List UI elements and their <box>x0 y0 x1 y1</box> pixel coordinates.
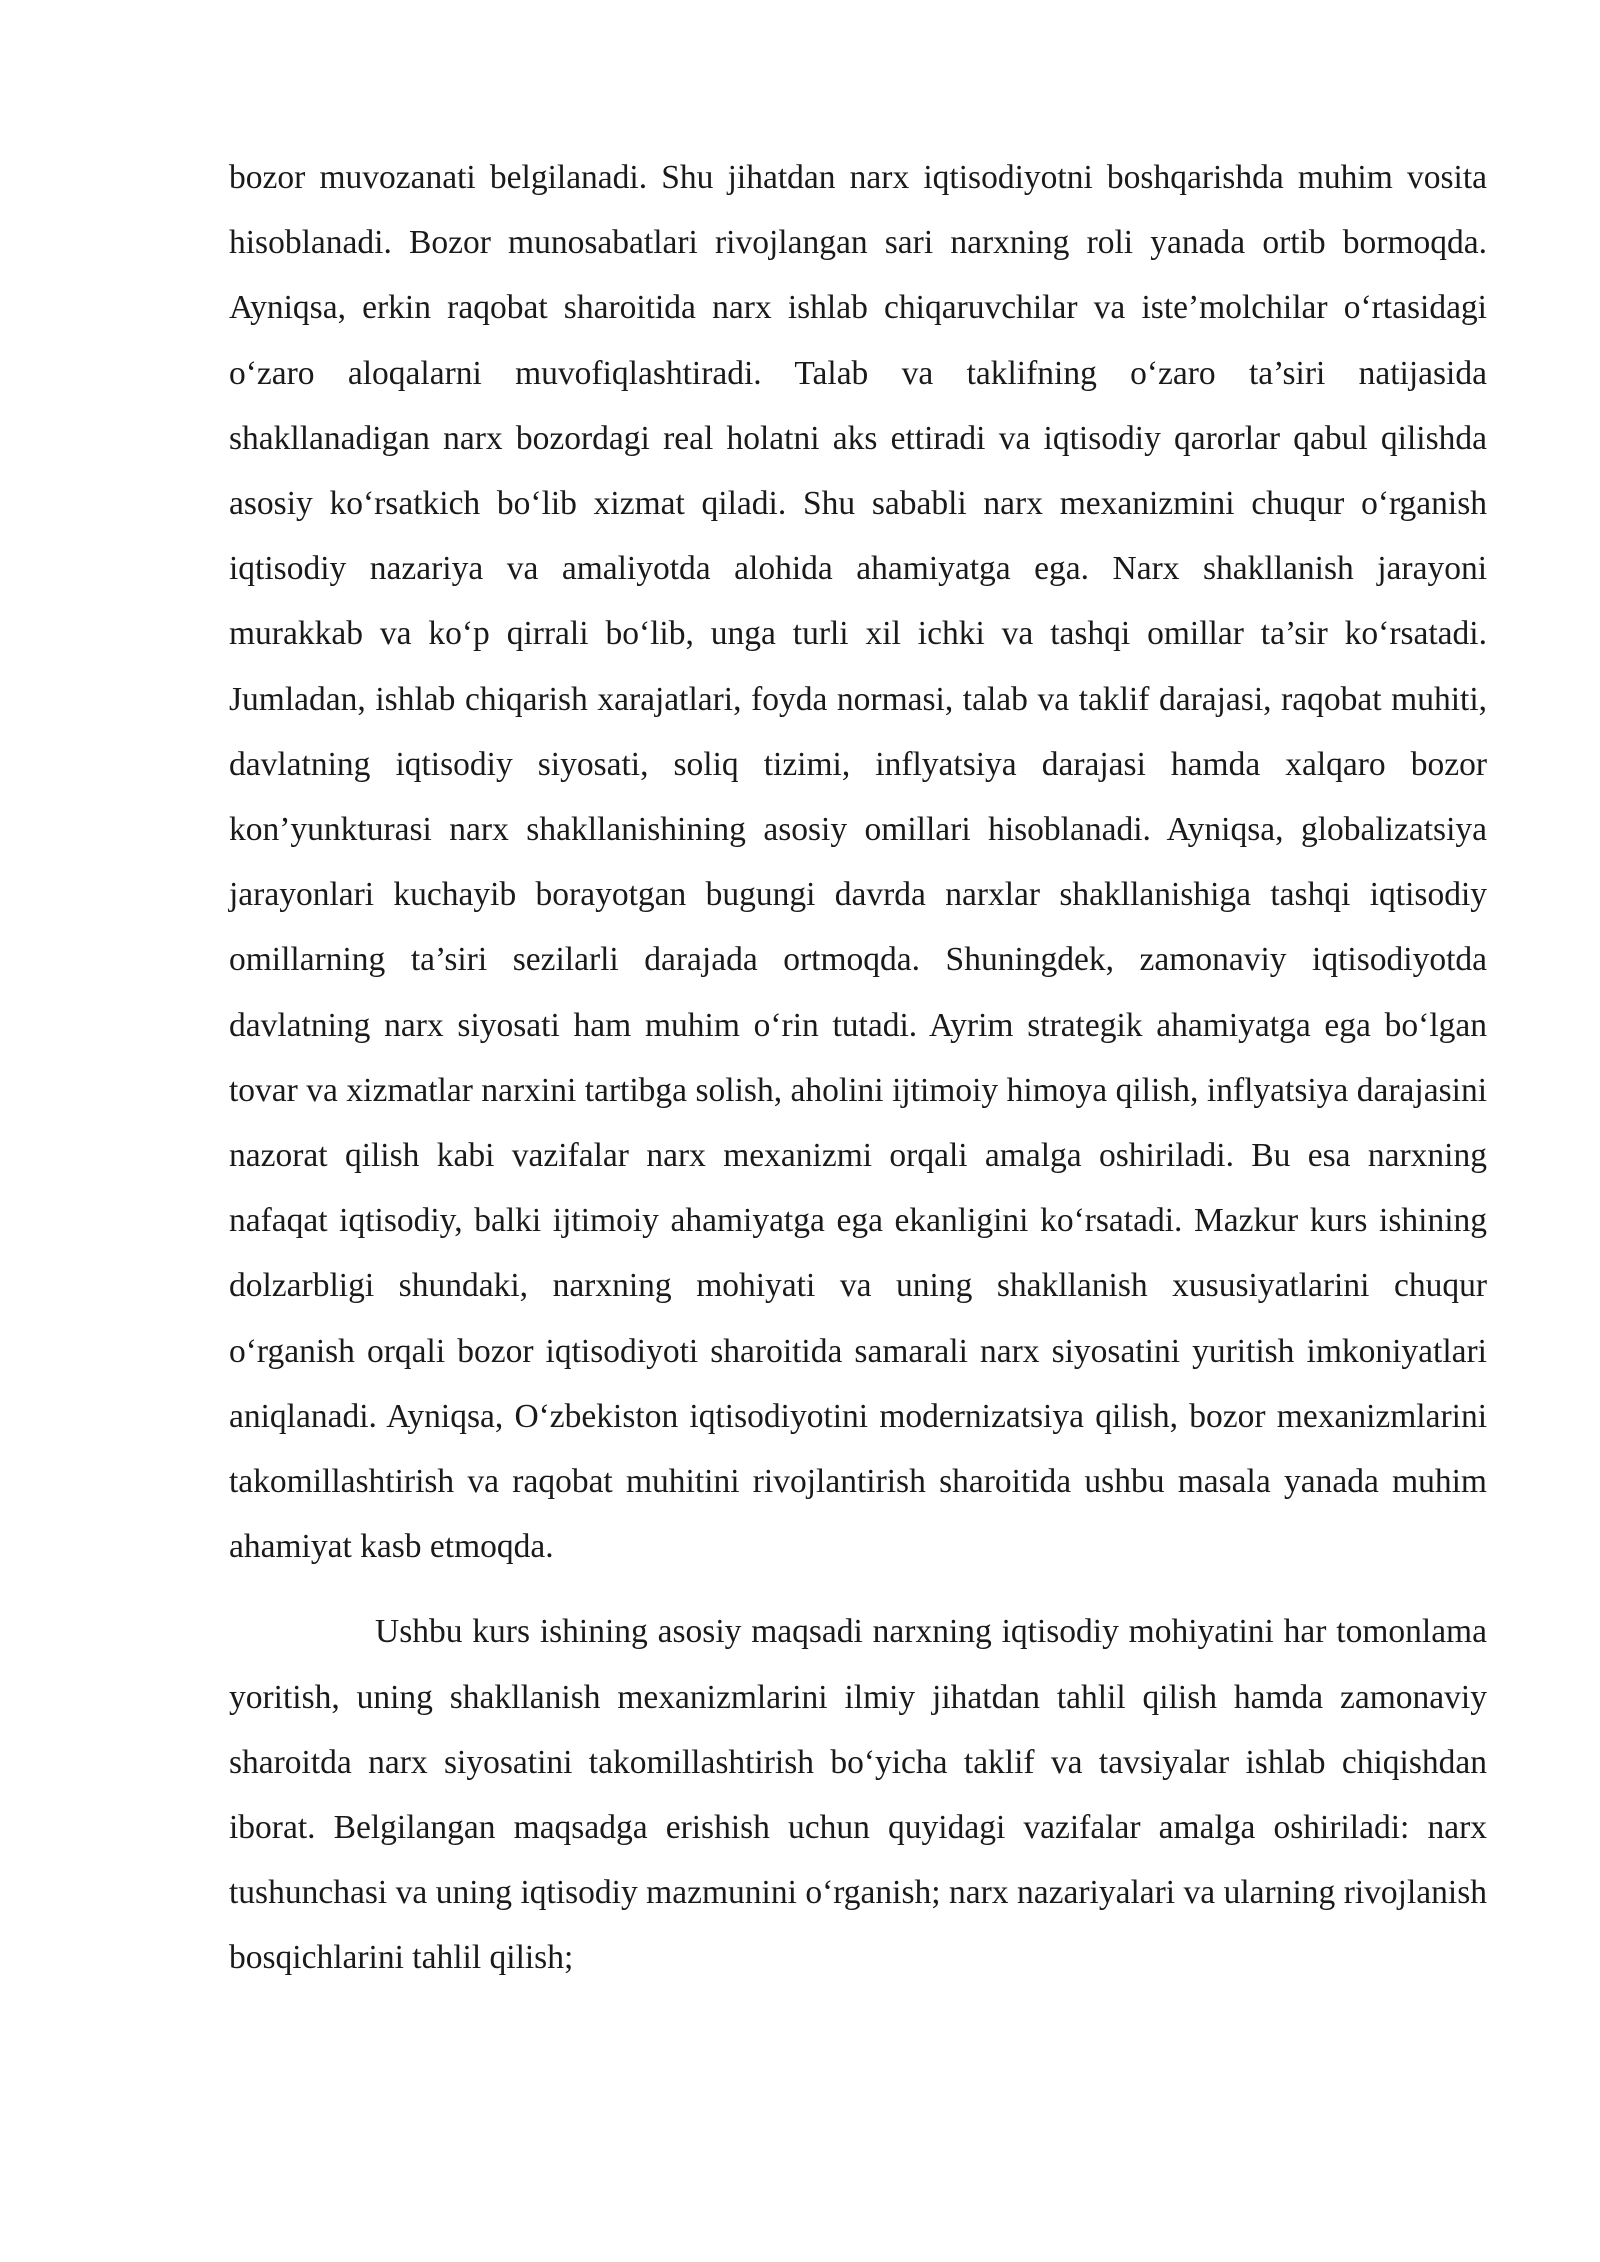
document-body <box>229 145 1487 1991</box>
paragraph-goals: Ushbu kurs ishining asosiy maqsadi narxning iqtisodiy mohiyatini har tomonlama yoritish, uning shakllanish mexanizmlarini ilmiy jihatdan tahlil qilish hamda zamonaviy sharoitda narx siyosatini takomillashtirish bo‘yicha taklif va tavsiyalar ishlab chiqishdan iborat. Belgilangan maqsadga erishish uchun quyidagi vazifalar amalga oshiriladi: narx tushunchasi va uning iqtisodiy mazmunini o‘rganish; narx nazariyalari va ularning rivojlanish bosqichlarini tahlil qilish; <box>229 1613 1487 1977</box>
paragraph-continued: bozor muvozanati belgilanadi. Shu jihatdan narx iqtisodiyotni boshqarishda muhim vosita hisoblanadi. Bozor munosabatlari rivojlangan sari narxning roli yanada ortib bormoqda. Ayniqsa, erkin raqobat sharoitida narx ishlab chiqaruvchilar va iste’molchilar o‘rtasidagi o‘zaro aloqalarni muvofiqlashtiradi. Talab va taklifning o‘zaro ta’siri natijasida shakllanadigan narx bozordagi real holatni aks ettiradi va iqtisodiy qarorlar qabul qilishda asosiy ko‘rsatkich bo‘lib xizmat qiladi. Shu sababli narx mexanizmini chuqur o‘rganish iqtisodiy nazariya va amaliyotda alohida ahamiyatga ega. Narx shakllanish jarayoni murakkab va ko‘p qirrali bo‘lib, unga turli xil ichki va tashqi omillar ta’sir ko‘rsatadi. Jumladan, ishlab chiqarish xarajatlari, foyda normasi, talab va taklif darajasi, raqobat muhiti, davlatning iqtisodiy siyosati, soliq tizimi, inflyatsiya darajasi hamda xalqaro bozor kon’yunkturasi narx shakllanishining asosiy omillari hisoblanadi. Ayniqsa, globalizatsiya jarayonlari kuchayib borayotgan bugungi davrda narxlar shakllanishiga tashqi iqtisodiy omillarning ta’siri sezilarli darajada ortmoqda. Shuningdek, zamonaviy iqtisodiyotda davlatning narx siyosati ham muhim o‘rin tutadi. Ayrim strategik ahamiyatga ega bo‘lgan tovar va xizmatlar narxini tartibga solish, aholini ijtimoiy himoya qilish, inflyatsiya darajasini nazorat qilish kabi vazifalar narx mexanizmi orqali amalga oshiriladi. Bu esa narxning nafaqat iqtisodiy, balki ijtimoiy ahamiyatga ega ekanligini ko‘rsatadi. Mazkur kurs ishining dolzarbligi shundaki, narxning mohiyati va uning shakllanish xususiyatlarini chuqur o‘rganish orqali bozor iqtisodiyoti sharoitida samarali narx siyosatini yuritish imkoniyatlari aniqlanadi. Ayniqsa, O‘zbekiston iqtisodiyotini modernizatsiya qilish, bozor mexanizmlarini takomillashtirish va raqobat muhitini rivojlantirish sharoitida ushbu masala yanada muhim ahamiyat kasb etmoqda. <box>229 159 1487 1566</box>
